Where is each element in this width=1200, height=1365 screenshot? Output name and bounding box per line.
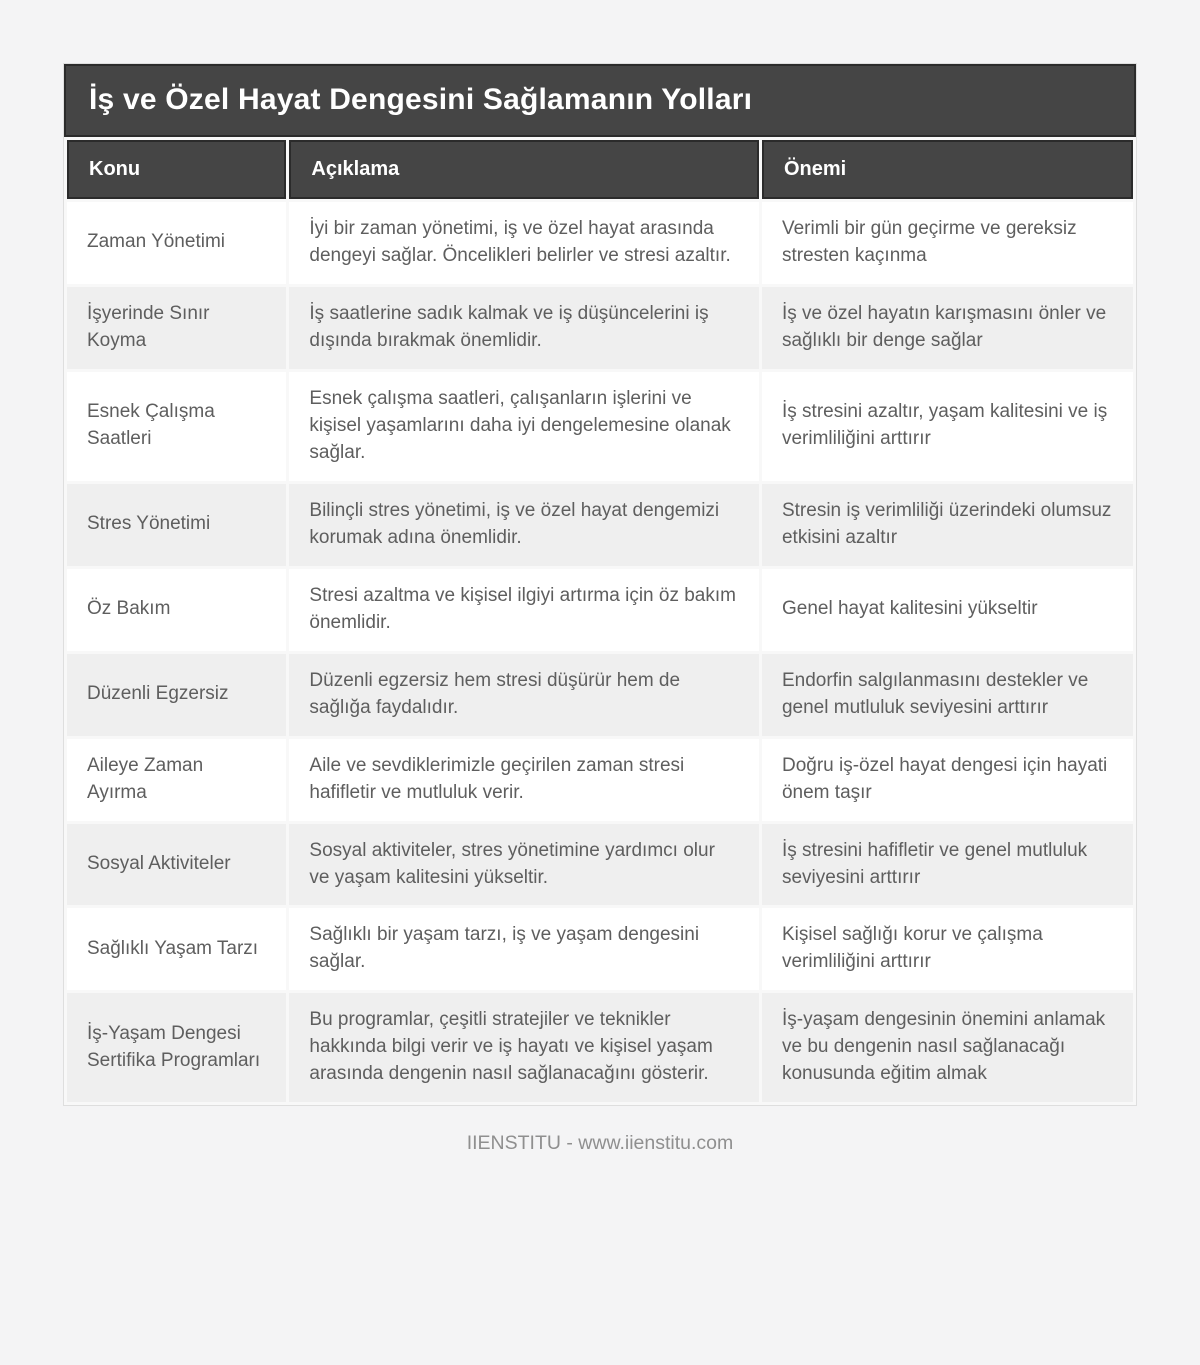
description-cell: İş saatlerine sadık kalmak ve iş düşüncelerini iş dışında bırakmak önemlidir.: [289, 287, 759, 369]
topic-cell: Aileye Zaman Ayırma: [67, 739, 286, 821]
description-cell: Bu programlar, çeşitli stratejiler ve teknikler hakkında bilgi verir ve iş hayatı ve kişisel yaşam arasında dengenin nasıl sağlanacağını gösterir.: [289, 993, 759, 1102]
table-row: [67, 287, 1133, 369]
page-title: İş ve Özel Hayat Dengesini Sağlamanın Yolları: [64, 64, 1136, 137]
topic-cell: Zaman Yönetimi: [67, 202, 286, 284]
table-row: [67, 202, 1133, 284]
importance-cell: İş stresini hafifletir ve genel mutluluk seviyesini arttırır: [762, 824, 1133, 906]
topic-cell: İş-Yaşam Dengesi Sertifika Programları: [67, 993, 286, 1102]
work-life-balance-table: [64, 137, 1136, 1105]
description-cell: Düzenli egzersiz hem stresi düşürür hem de sağlığa faydalıdır.: [289, 654, 759, 736]
importance-cell: Genel hayat kalitesini yükseltir: [762, 569, 1133, 651]
column-header-importance: Önemi: [762, 140, 1133, 199]
table-row: [67, 484, 1133, 566]
table-row: [67, 739, 1133, 821]
work-life-balance-table-card: [64, 64, 1136, 1105]
topic-cell: Sosyal Aktiviteler: [67, 824, 286, 906]
table-header-row: [67, 140, 1133, 199]
importance-cell: İş ve özel hayatın karışmasını önler ve sağlıklı bir denge sağlar: [762, 287, 1133, 369]
importance-cell: Stresin iş verimliliği üzerindeki olumsuz etkisini azaltır: [762, 484, 1133, 566]
table-row: [67, 993, 1133, 1102]
importance-cell: Endorfin salgılanmasını destekler ve genel mutluluk seviyesini arttırır: [762, 654, 1133, 736]
description-cell: İyi bir zaman yönetimi, iş ve özel hayat arasında dengeyi sağlar. Öncelikleri belirler ve stresi azaltır.: [289, 202, 759, 284]
topic-cell: Esnek Çalışma Saatleri: [67, 372, 286, 481]
importance-cell: Doğru iş-özel hayat dengesi için hayati önem taşır: [762, 739, 1133, 821]
importance-cell: İş stresini azaltır, yaşam kalitesini ve iş verimliliğini arttırır: [762, 372, 1133, 481]
topic-cell: İşyerinde Sınır Koyma: [67, 287, 286, 369]
table-row: [67, 824, 1133, 906]
table-row: [67, 372, 1133, 481]
topic-cell: Stres Yönetimi: [67, 484, 286, 566]
table-row: [67, 654, 1133, 736]
column-header-topic: Konu: [67, 140, 286, 199]
description-cell: Sağlıklı bir yaşam tarzı, iş ve yaşam dengesini sağlar.: [289, 908, 759, 990]
description-cell: Esnek çalışma saatleri, çalışanların işlerini ve kişisel yaşamlarını daha iyi dengelemesine olanak sağlar.: [289, 372, 759, 481]
topic-cell: Sağlıklı Yaşam Tarzı: [67, 908, 286, 990]
description-cell: Stresi azaltma ve kişisel ilgiyi artırma için öz bakım önemlidir.: [289, 569, 759, 651]
table-row: [67, 908, 1133, 990]
column-header-description: Açıklama: [289, 140, 759, 199]
description-cell: Bilinçli stres yönetimi, iş ve özel hayat dengemizi korumak adına önemlidir.: [289, 484, 759, 566]
description-cell: Aile ve sevdiklerimizle geçirilen zaman stresi hafifletir ve mutluluk verir.: [289, 739, 759, 821]
importance-cell: İş-yaşam dengesinin önemini anlamak ve bu dengenin nasıl sağlanacağı konusunda eğitim almak: [762, 993, 1133, 1102]
importance-cell: Verimli bir gün geçirme ve gereksiz stresten kaçınma: [762, 202, 1133, 284]
table-row: [67, 569, 1133, 651]
topic-cell: Öz Bakım: [67, 569, 286, 651]
importance-cell: Kişisel sağlığı korur ve çalışma verimliliğini arttırır: [762, 908, 1133, 990]
topic-cell: Düzenli Egzersiz: [67, 654, 286, 736]
description-cell: Sosyal aktiviteler, stres yönetimine yardımcı olur ve yaşam kalitesini yükseltir.: [289, 824, 759, 906]
footer-credit: IIENSTITU - www.iienstitu.com: [466, 1132, 734, 1155]
